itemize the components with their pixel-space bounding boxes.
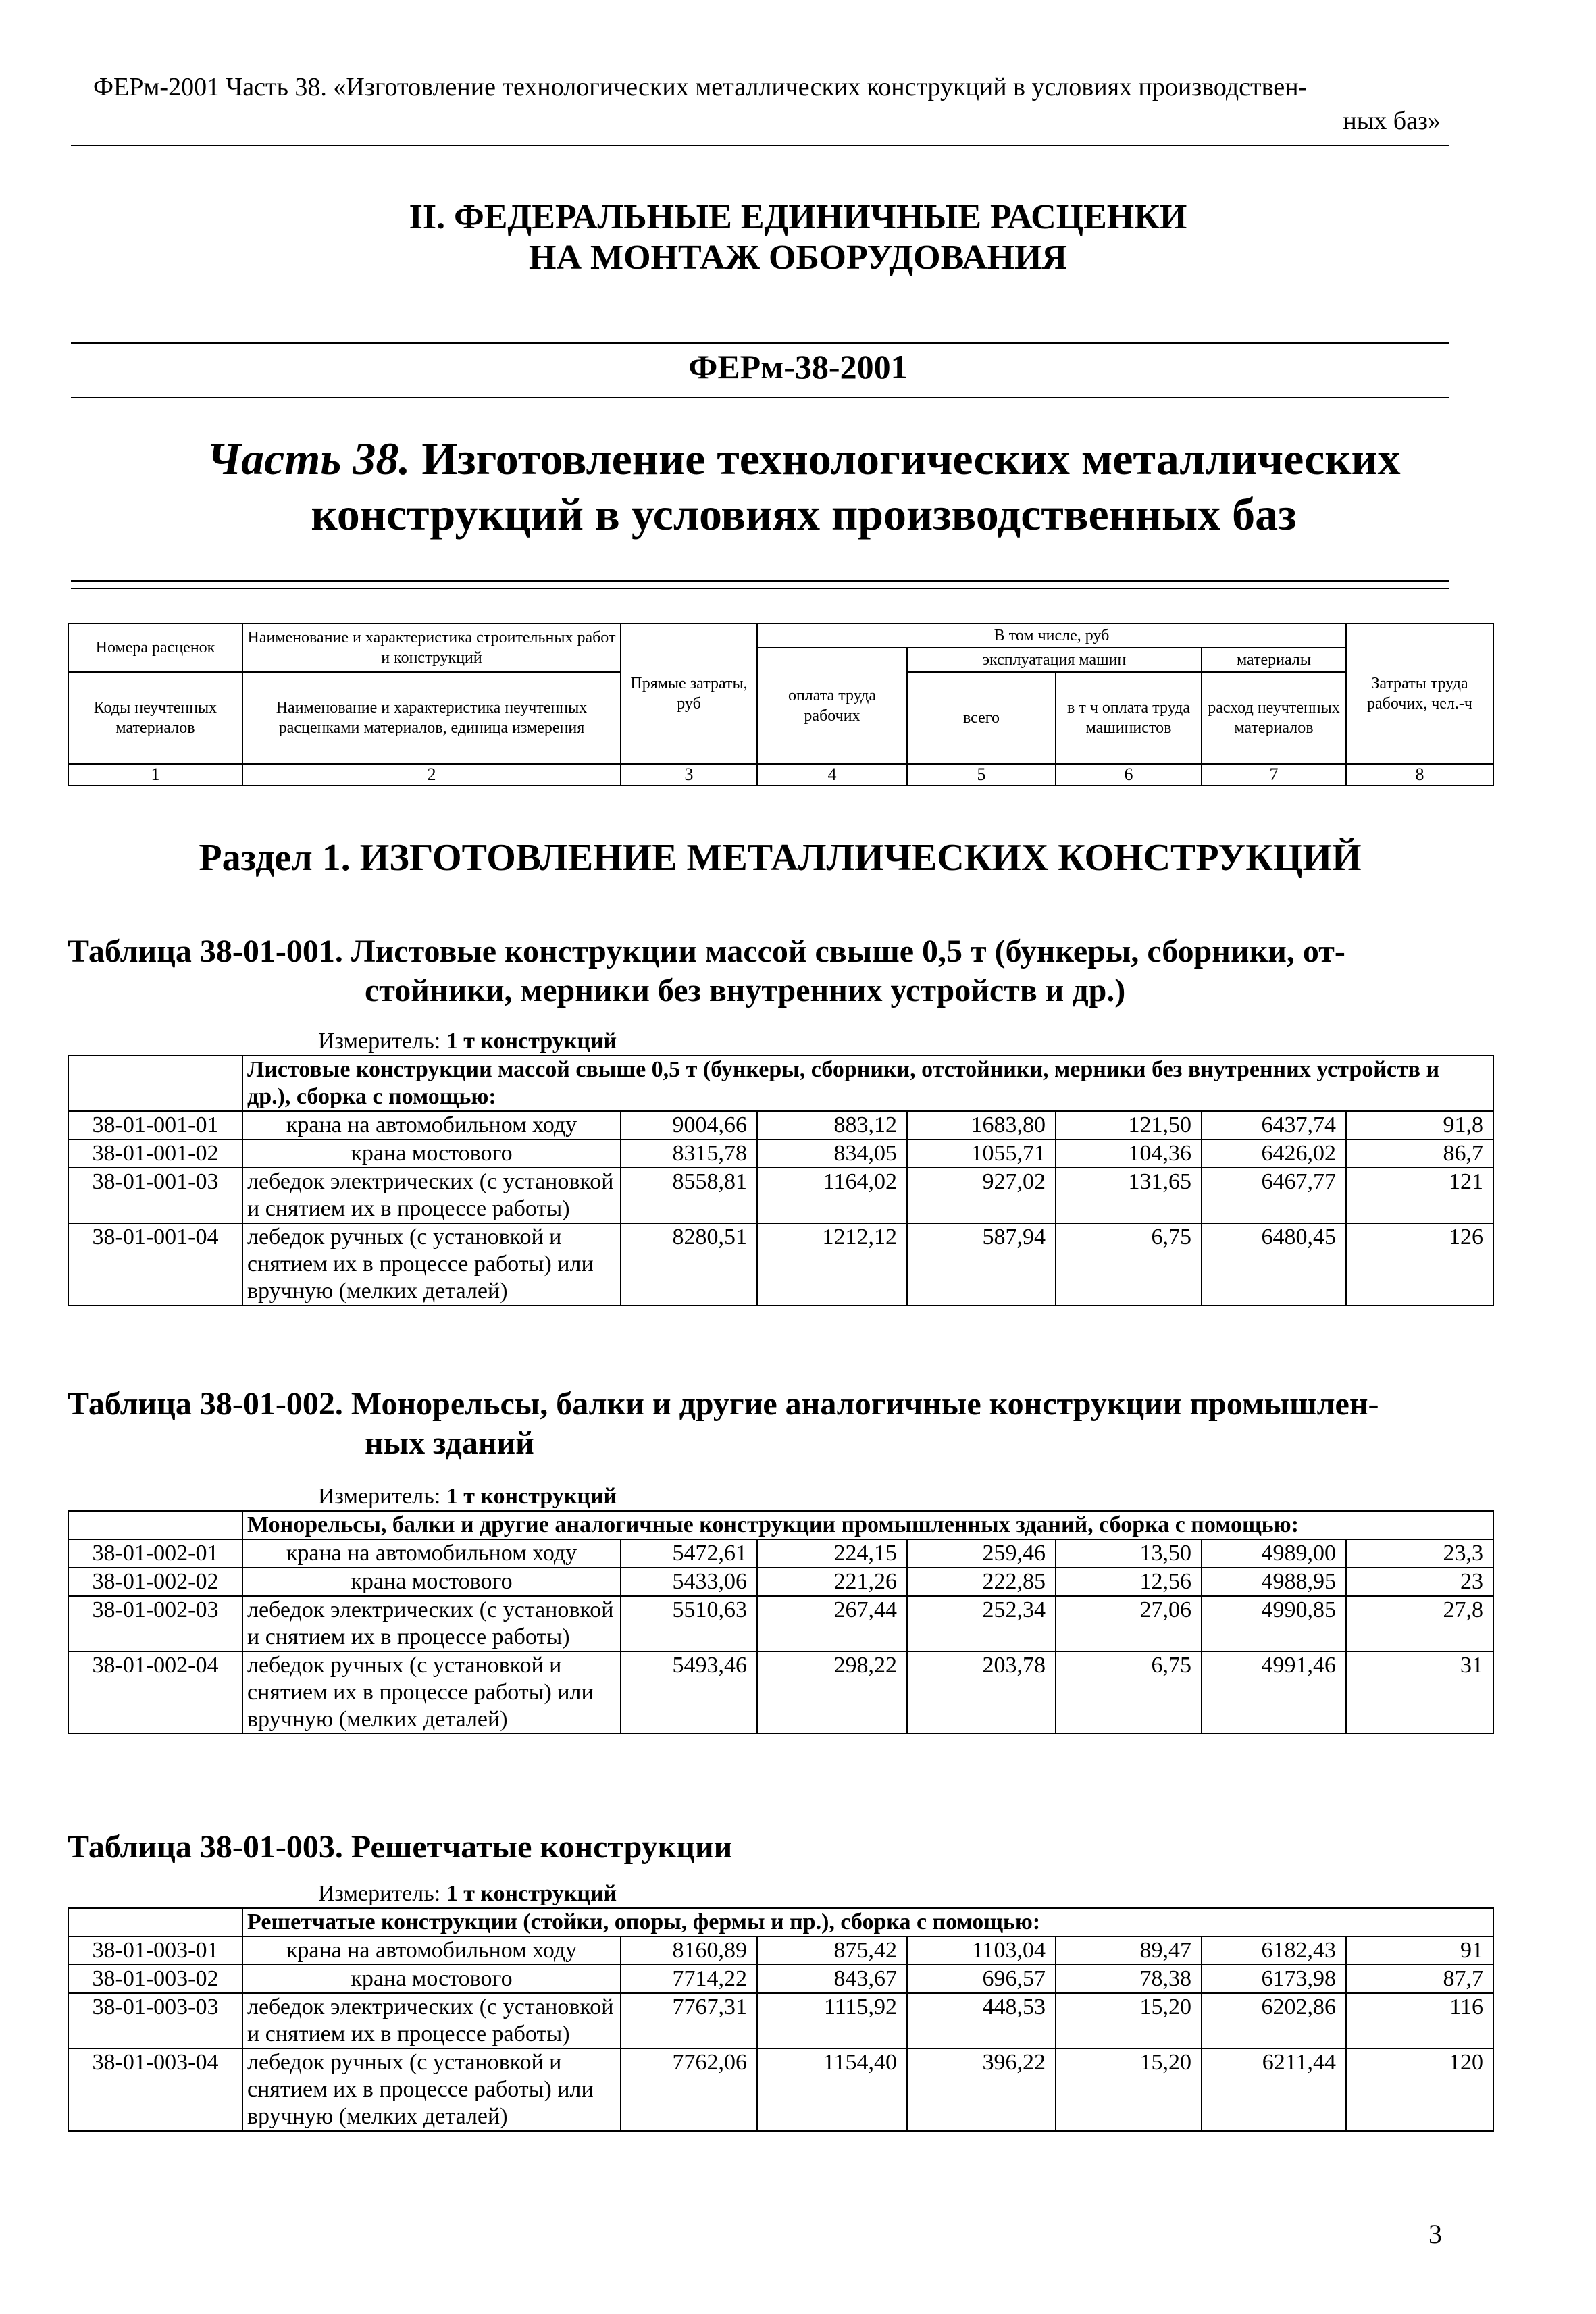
part-title-line2: конструкций в условиях производственных баз <box>311 488 1297 540</box>
table-description: Монорельсы, балки и другие аналогичные конструкции промышленных зданий, сборка с помощью: <box>242 1511 1493 1539</box>
col-number: 1 <box>68 764 242 786</box>
rates-table-38-01-003 <box>68 1880 1494 2132</box>
col-number: 5 <box>907 764 1056 786</box>
materials: 4991,46 <box>1202 1651 1346 1734</box>
rate-code: 38-01-001-02 <box>68 1139 242 1168</box>
rate-code: 38-01-001-01 <box>68 1111 242 1139</box>
labor-hours: 86,7 <box>1346 1139 1493 1168</box>
col-number: 7 <box>1202 764 1346 786</box>
direct-cost: 5493,46 <box>621 1651 757 1734</box>
machinist-pay: 89,47 <box>1056 1936 1202 1965</box>
labor-pay: 221,26 <box>757 1568 907 1596</box>
rate-name: крана мостового <box>242 1965 621 1993</box>
machinist-pay: 13,50 <box>1056 1539 1202 1568</box>
labor-hours: 87,7 <box>1346 1965 1493 1993</box>
materials: 6467,77 <box>1202 1168 1346 1223</box>
machines-total: 1055,71 <box>907 1139 1056 1168</box>
rate-name: крана на автомобильном ходу <box>242 1539 621 1568</box>
header-rule <box>71 145 1449 146</box>
machines-total: 1103,04 <box>907 1936 1056 1965</box>
unit-value: 1 т конструкций <box>446 1484 617 1509</box>
rate-code: 38-01-002-01 <box>68 1539 242 1568</box>
col-header-name: Наименование и характеристика строительных работ и конструкций <box>242 623 621 672</box>
machinist-pay: 78,38 <box>1056 1965 1202 1993</box>
rates-table-38-01-001 <box>68 1028 1494 1306</box>
materials: 4988,95 <box>1202 1568 1346 1596</box>
table-row <box>68 1111 1493 1139</box>
part-title-number: Часть 38. <box>207 433 411 484</box>
labor-hours: 121 <box>1346 1168 1493 1223</box>
rule <box>71 580 1449 582</box>
machines-total: 448,53 <box>907 1993 1056 2049</box>
labor-hours: 91 <box>1346 1936 1493 1965</box>
col-header-direct: Прямые затраты, руб <box>621 623 757 764</box>
materials: 4990,85 <box>1202 1596 1346 1651</box>
direct-cost: 7767,31 <box>621 1993 757 2049</box>
desc-blank <box>68 1908 242 1936</box>
unit-label: Измеритель: <box>318 1029 441 1054</box>
materials: 6202,86 <box>1202 1993 1346 2049</box>
table-row <box>68 2049 1493 2131</box>
table-row <box>68 1596 1493 1651</box>
labor-pay: 843,67 <box>757 1965 907 1993</box>
rate-code: 38-01-003-04 <box>68 2049 242 2131</box>
running-header <box>93 70 1441 138</box>
machines-total: 252,34 <box>907 1596 1056 1651</box>
labor-pay: 875,42 <box>757 1936 907 1965</box>
razdel-title: Раздел 1. ИЗГОТОВЛЕНИЕ МЕТАЛЛИЧЕСКИХ КОНСТРУКЦИЙ <box>199 837 1362 879</box>
col-number: 2 <box>242 764 621 786</box>
rate-code: 38-01-001-04 <box>68 1223 242 1306</box>
labor-hours: 23 <box>1346 1568 1493 1596</box>
rate-code: 38-01-002-03 <box>68 1596 242 1651</box>
rate-name: лебедок электрических (с установкой и снятием их в процессе работы) <box>242 1993 621 2049</box>
col-header-materials: материалы <box>1202 648 1346 672</box>
rate-code: 38-01-003-01 <box>68 1936 242 1965</box>
machinist-pay: 104,36 <box>1056 1139 1202 1168</box>
labor-pay: 883,12 <box>757 1111 907 1139</box>
col-number: 3 <box>621 764 757 786</box>
machinist-pay: 15,20 <box>1056 1993 1202 2049</box>
labor-pay: 298,22 <box>757 1651 907 1734</box>
direct-cost: 8558,81 <box>621 1168 757 1223</box>
materials: 6426,02 <box>1202 1139 1346 1168</box>
desc-blank <box>68 1511 242 1539</box>
materials: 6480,45 <box>1202 1223 1346 1306</box>
machinist-pay: 6,75 <box>1056 1651 1202 1734</box>
table-title-line1: Таблица 38-01-001. Листовые конструкции массой свыше 0,5 т (бункеры, сборники, от- <box>68 933 1345 969</box>
code-title: ФЕРм-38-2001 <box>688 348 908 386</box>
labor-hours: 116 <box>1346 1993 1493 2049</box>
rate-name: крана на автомобильном ходу <box>242 1111 621 1139</box>
materials: 4989,00 <box>1202 1539 1346 1568</box>
direct-cost: 9004,66 <box>621 1111 757 1139</box>
table-title-38-01-002 <box>68 1385 1493 1463</box>
materials: 6182,43 <box>1202 1936 1346 1965</box>
rates-table-38-01-002 <box>68 1483 1494 1734</box>
unit-value: 1 т конструкций <box>446 1881 617 1906</box>
direct-cost: 7714,22 <box>621 1965 757 1993</box>
part-title <box>108 431 1499 542</box>
labor-hours: 27,8 <box>1346 1596 1493 1651</box>
table-title-line2: ных зданий <box>365 1425 534 1461</box>
col-header-machinist-pay: в т ч оплата труда машинистов <box>1056 672 1202 764</box>
labor-hours: 91,8 <box>1346 1111 1493 1139</box>
col-header-materials-use: расход неучтенных материалов <box>1202 672 1346 764</box>
machinist-pay: 12,56 <box>1056 1568 1202 1596</box>
col-header-machines: эксплуатация машин <box>907 648 1202 672</box>
labor-pay: 1212,12 <box>757 1223 907 1306</box>
rate-code: 38-01-003-03 <box>68 1993 242 2049</box>
labor-pay: 1164,02 <box>757 1168 907 1223</box>
table-title-38-01-003 <box>68 1828 1493 1867</box>
col-header-material-codes: Коды неучтенных материалов <box>68 672 242 764</box>
machinist-pay: 15,20 <box>1056 2049 1202 2131</box>
labor-hours: 23,3 <box>1346 1539 1493 1568</box>
unit-label: Измеритель: <box>318 1484 441 1509</box>
machinist-pay: 6,75 <box>1056 1223 1202 1306</box>
table-row <box>68 1539 1493 1568</box>
table-title-line1: Таблица 38-01-003. Решетчатые конструкции <box>68 1829 733 1865</box>
machines-total: 259,46 <box>907 1539 1056 1568</box>
rate-code: 38-01-002-02 <box>68 1568 242 1596</box>
rate-code: 38-01-003-02 <box>68 1965 242 1993</box>
direct-cost: 5433,06 <box>621 1568 757 1596</box>
machines-total: 587,94 <box>907 1223 1056 1306</box>
rate-name: лебедок ручных (с установкой и снятием их в процессе работы) или вручную (мелких деталей) <box>242 1223 621 1306</box>
unit-row <box>68 1028 1493 1056</box>
table-title-line1: Таблица 38-01-002. Монорельсы, балки и другие аналогичные конструкции промышлен- <box>68 1386 1379 1422</box>
rule <box>71 342 1449 344</box>
table-row <box>68 1936 1493 1965</box>
rule <box>71 397 1449 398</box>
col-header-numbers: Номера расценок <box>68 623 242 672</box>
unit-value: 1 т конструкций <box>446 1029 617 1054</box>
section-title-line1: II. ФЕДЕРАЛЬНЫЕ ЕДИНИЧНЫЕ РАСЦЕНКИ <box>409 198 1187 236</box>
rate-name: крана мостового <box>242 1568 621 1596</box>
labor-pay: 834,05 <box>757 1139 907 1168</box>
labor-pay: 224,15 <box>757 1539 907 1568</box>
direct-cost: 7762,06 <box>621 2049 757 2131</box>
table-row <box>68 1568 1493 1596</box>
rate-name: крана мостового <box>242 1139 621 1168</box>
unit-row <box>68 1880 1493 1908</box>
rate-name: лебедок ручных (с установкой и снятием их в процессе работы) или вручную (мелких деталей) <box>242 1651 621 1734</box>
machinist-pay: 131,65 <box>1056 1168 1202 1223</box>
labor-pay: 267,44 <box>757 1596 907 1651</box>
labor-pay: 1115,92 <box>757 1993 907 2049</box>
col-number: 8 <box>1346 764 1493 786</box>
col-header-labor-cost: Затраты труда рабочих, чел.-ч <box>1346 623 1493 764</box>
materials: 6173,98 <box>1202 1965 1346 1993</box>
col-number: 6 <box>1056 764 1202 786</box>
machinist-pay: 27,06 <box>1056 1596 1202 1651</box>
part-title-line1: Изготовление технологических металлических <box>410 433 1401 484</box>
rate-code: 38-01-001-03 <box>68 1168 242 1223</box>
page-number: 3 <box>1428 2219 1442 2249</box>
rate-name: лебедок ручных (с установкой и снятием их в процессе работы) или вручную (мелких деталей) <box>242 2049 621 2131</box>
column-header-table <box>68 623 1494 786</box>
unit-row <box>68 1483 1493 1511</box>
table-row <box>68 1223 1493 1306</box>
table-row <box>68 1651 1493 1734</box>
rate-name: лебедок электрических (с установкой и снятием их в процессе работы) <box>242 1168 621 1223</box>
machines-total: 927,02 <box>907 1168 1056 1223</box>
col-header-material-names: Наименование и характеристика неучтенных расценками материалов, единица измерения <box>242 672 621 764</box>
section-title-line2: НА МОНТАЖ ОБОРУДОВАНИЯ <box>529 238 1067 277</box>
table-row <box>68 1993 1493 2049</box>
machines-total: 222,85 <box>907 1568 1056 1596</box>
running-header-line2: ных баз» <box>1343 107 1441 135</box>
table-title-38-01-001 <box>68 932 1493 1010</box>
running-header-line1: ФЕРм-2001 Часть 38. «Изготовление технологических металлических конструкций в условиях производствен- <box>93 73 1308 101</box>
table-description: Листовые конструкции массой свыше 0,5 т (бункеры, сборники, отстойники, мерники без внутренних устройств и др.), сборка с помощью: <box>242 1056 1493 1111</box>
table-row <box>68 1168 1493 1223</box>
col-header-in-that: В том числе, руб <box>757 623 1346 648</box>
direct-cost: 5472,61 <box>621 1539 757 1568</box>
unit-label: Измеритель: <box>318 1881 441 1906</box>
labor-hours: 31 <box>1346 1651 1493 1734</box>
labor-pay: 1154,40 <box>757 2049 907 2131</box>
rule <box>71 588 1449 589</box>
machines-total: 203,78 <box>907 1651 1056 1734</box>
rate-code: 38-01-002-04 <box>68 1651 242 1734</box>
materials: 6437,74 <box>1202 1111 1346 1139</box>
col-header-labor-pay: оплата труда рабочих <box>757 648 907 764</box>
table-title-line2: стойники, мерники без внутренних устройств и др.) <box>365 973 1126 1008</box>
labor-hours: 120 <box>1346 2049 1493 2131</box>
machines-total: 1683,80 <box>907 1111 1056 1139</box>
direct-cost: 8280,51 <box>621 1223 757 1306</box>
desc-blank <box>68 1056 242 1111</box>
col-number: 4 <box>757 764 907 786</box>
col-header-machines-total: всего <box>907 672 1056 764</box>
machinist-pay: 121,50 <box>1056 1111 1202 1139</box>
table-description: Решетчатые конструкции (стойки, опоры, фермы и пр.), сборка с помощью: <box>242 1908 1493 1936</box>
direct-cost: 5510,63 <box>621 1596 757 1651</box>
table-row <box>68 1139 1493 1168</box>
table-row <box>68 1965 1493 1993</box>
machines-total: 396,22 <box>907 2049 1056 2131</box>
direct-cost: 8160,89 <box>621 1936 757 1965</box>
materials: 6211,44 <box>1202 2049 1346 2131</box>
rate-name: крана на автомобильном ходу <box>242 1936 621 1965</box>
rate-name: лебедок электрических (с установкой и снятием их в процессе работы) <box>242 1596 621 1651</box>
direct-cost: 8315,78 <box>621 1139 757 1168</box>
machines-total: 696,57 <box>907 1965 1056 1993</box>
labor-hours: 126 <box>1346 1223 1493 1306</box>
